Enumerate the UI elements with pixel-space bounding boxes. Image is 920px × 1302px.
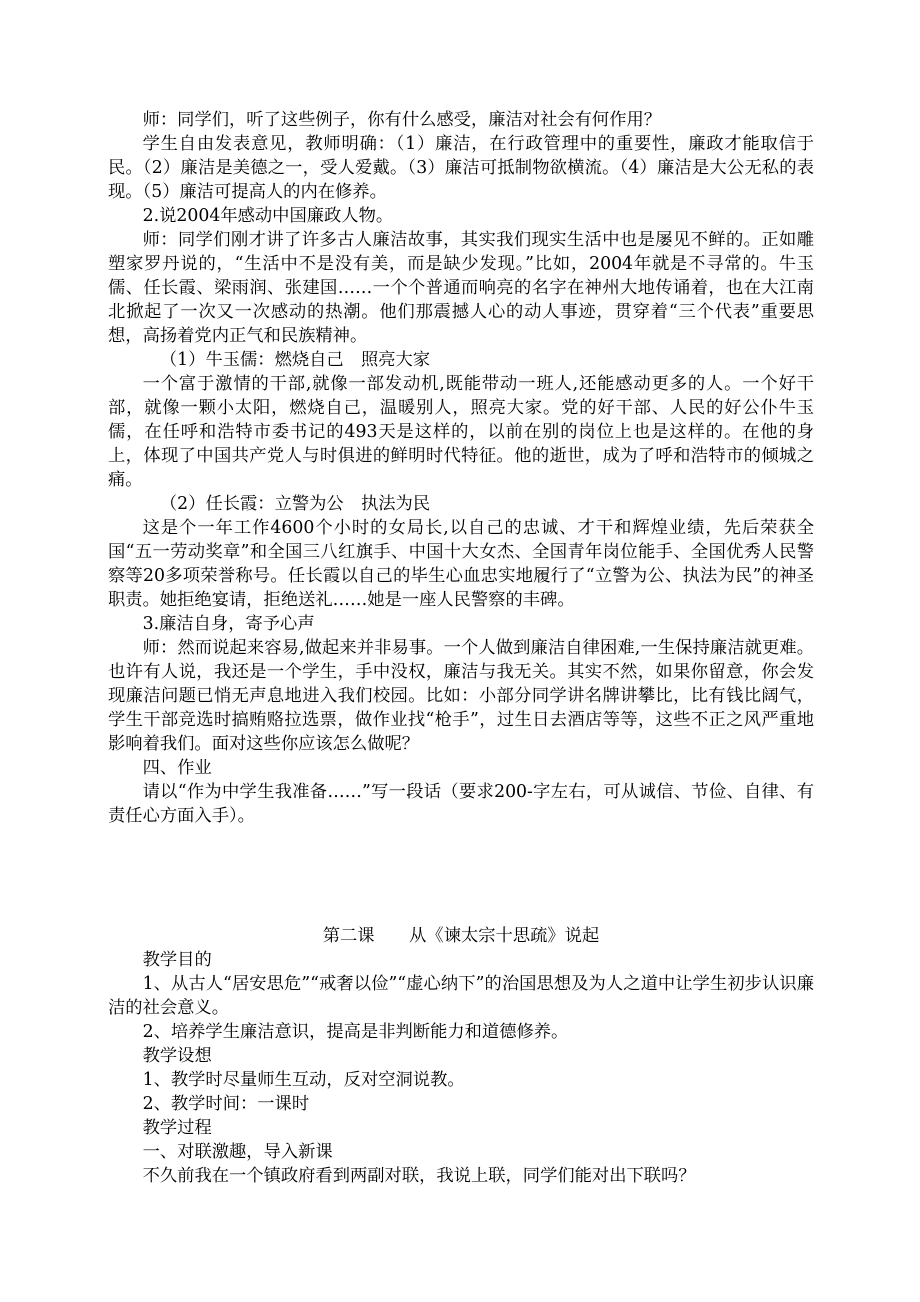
heading-teaching-plan: 教学设想 — [142, 1046, 212, 1066]
objective-1: 1、从古人“居安思危”“戒奢以俭”“虚心纳下”的治国思想及为人之道中让学生初步认识廉洁的社会意义。 — [108, 974, 814, 1018]
paragraph-teacher-2004: 师：同学们刚才讲了许多古人廉洁故事，其实我们现实生活中也是屡见不鲜的。正如雕塑家罗丹说的，“生活中不是没有美，而是缺少发现。”比如，2004年就是不寻常的。牛玉儒、任长霞、梁雨润、张建国……一个个普通而响亮的名字在神州大地传诵着，也在大江南北掀起了一次又一次感动的热潮。他们那震撼人心的动人事迹，贯穿着“三个代表”重要思想，高扬着党内正气和民族精神。 — [108, 230, 814, 346]
process-step-1: 一、对联激趣，导入新课 — [142, 1142, 333, 1162]
heading-teaching-objectives: 教学目的 — [142, 950, 212, 970]
paragraph-teacher-question: 师：同学们，听了这些例子，你有什么感受，廉洁对社会有何作用？ — [142, 110, 662, 130]
subheading-ren-changxia: （2）任长霞：立警为公 执法为民 — [159, 494, 431, 514]
plan-item-2: 2、教学时间：一课时 — [142, 1094, 310, 1114]
paragraph-teacher-integrity: 师：然而说起来容易,做起来并非易事。一个人做到廉洁自律困难,一生保持廉洁就更难。也许有人说，我还是一个学生，手中没权，廉洁与我无关。其实不然，如果你留意，你会发现廉洁问题已悄无声息地进入我们校园。比如：小部分同学讲名牌讲攀比，比有钱比阔气，学生干部竞选时搞贿赂拉选票，做作业找“枪手”，过生日去酒店等等，这些不正之风严重地影响着我们。面对这些你应该怎么做呢？ — [108, 638, 814, 754]
paragraph-niu-yuru: 一个富于激情的干部,就像一部发动机,既能带动一班人,还能感动更多的人。一个好干部，就像一颗小太阳，燃烧自己，温暖别人，照亮大家。党的好干部、人民的好公仆牛玉儒，在任呼和浩特市委书记的493天是这样的，以前在别的岗位上也是这样的。在他的身上，体现了中国共产党人与时俱进的鲜明时代特征。他的逝世，成为了呼和浩特市的倾城之痛。 — [108, 374, 814, 490]
objective-2: 2、培养学生廉洁意识，提高是非判断能力和道德修养。 — [142, 1022, 569, 1042]
paragraph-student-opinions: 学生自由发表意见，教师明确：（1）廉洁，在行政管理中的重要性，廉政才能取信于民。（2）廉洁是美德之一，受人爱戴。（3）廉洁可抵制物欲横流。（4）廉洁是大公无私的表现。（5）廉洁可提高人的内在修养。 — [108, 134, 814, 202]
section-heading-self-integrity: 3.廉洁自身，寄予心声 — [142, 614, 315, 634]
paragraph-homework: 请以“作为中学生我准备……”写一段话（要求200-字左右，可从诚信、节俭、自律、有责任心方面入手）。 — [108, 782, 814, 826]
lesson-title: 第二课 从《谏太宗十思疏》说起 — [322, 926, 600, 946]
document-page — [108, 108, 814, 1188]
heading-teaching-process: 教学过程 — [142, 1118, 212, 1138]
paragraph-ren-changxia: 这是个一年工作4600个小时的女局长,以自己的忠诚、才干和辉煌业绩，先后荣获全国“五一劳动奖章”和全国三八红旗手、中国十大女杰、全国青年岗位能手、全国优秀人民警察等20多项荣誉称号。任长霞以自己的毕生心血忠实地履行了“立警为公、执法为民”的神圣职责。她拒绝宴请，拒绝送礼……她是一座人民警察的丰碑。 — [108, 518, 814, 610]
section-heading-homework: 四、作业 — [142, 758, 212, 778]
paragraph-couplet-intro: 不久前我在一个镇政府看到两副对联，我说上联，同学们能对出下联吗？ — [142, 1166, 696, 1186]
subheading-niu-yuru: （1）牛玉儒：燃烧自己 照亮大家 — [159, 350, 431, 370]
section-heading-2004-figures: 2.说2004年感动中国廉政人物。 — [142, 206, 394, 226]
plan-item-1: 1、教学时尽量师生互动，反对空洞说教。 — [142, 1070, 465, 1090]
blank-gap — [108, 828, 814, 924]
